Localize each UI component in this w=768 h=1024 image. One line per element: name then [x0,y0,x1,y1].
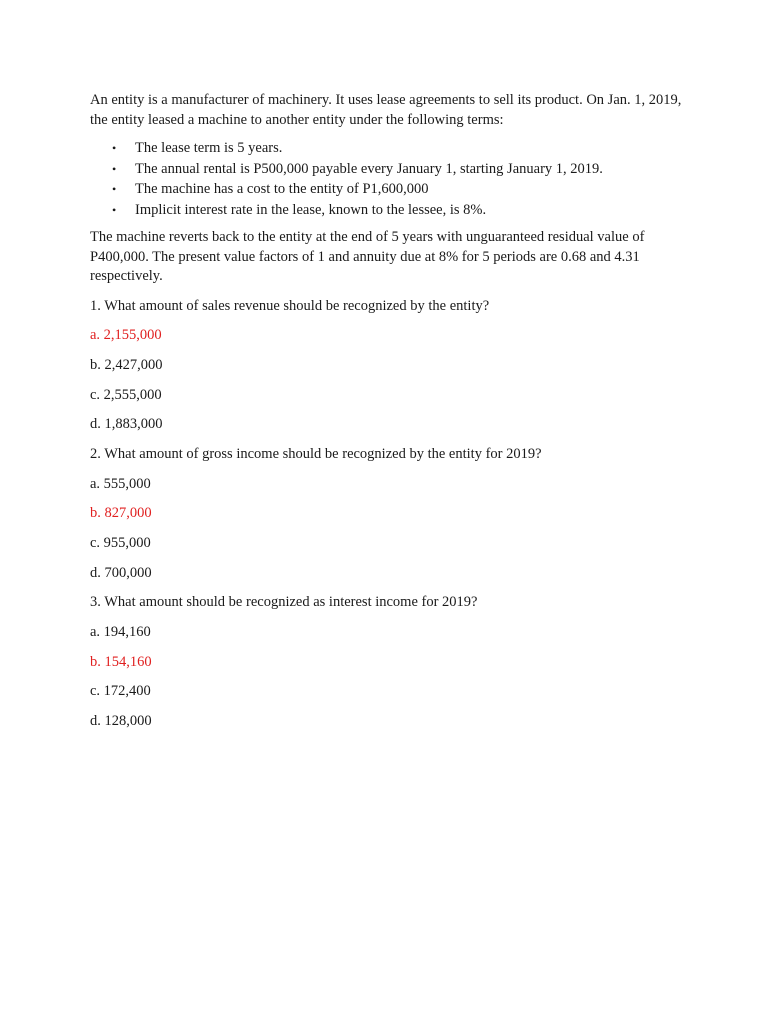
question-text: 3. What amount should be recognized as interest income for 2019? [90,594,478,611]
lease-terms-list [90,138,682,220]
question-block [90,296,682,444]
lease-term-item [90,138,682,159]
answer-option: c. 955,000 [90,535,151,551]
answer-option: a. 194,160 [90,624,151,641]
answer-option: a. 2,155,000 [90,327,162,344]
intro-paragraph: An entity is a manufacturer of machinery. It uses lease agreements to sell its product. On Jan. 1, 2019, the entity leased a machine to another entity under the following terms: [90,92,682,128]
answer-option: d. 1,883,000 [90,416,163,433]
bullet-icon: • [112,161,117,176]
answer-option: a. 555,000 [90,475,151,492]
answer-option: d. 700,000 [90,564,152,581]
lease-term-item [90,159,682,180]
answer-option: c. 2,555,000 [90,386,162,403]
answer-option: b. 827,000 [90,505,152,522]
lease-term-text: The lease term is 5 years. [135,140,283,156]
answer-option: b. 154,160 [90,653,152,670]
lease-term-text: The annual rental is P500,000 payable every January 1, starting January 1, 2019. [135,160,603,177]
bullet-icon: • [112,202,117,217]
document-page [90,90,682,741]
lease-term-text: Implicit interest rate in the lease, known to the lessee, is 8%. [135,201,487,218]
bullet-icon: • [112,141,117,155]
question-block [90,444,682,592]
residual-value-paragraph: The machine reverts back to the entity at the end of 5 years with unguaranteed residual value of P400,000. The present value factors of 1 and annuity due at 8% for 5 periods are 0.68 and 4.31 respectively. [90,229,645,284]
bullet-icon: • [112,182,117,196]
lease-term-item [90,179,682,200]
answer-option: c. 172,400 [90,683,151,700]
answer-option: b. 2,427,000 [90,356,163,373]
question-block [90,592,682,740]
answer-option: d. 128,000 [90,713,152,730]
lease-term-item [90,200,682,221]
lease-term-text: The machine has a cost to the entity of P1,600,000 [135,181,429,197]
question-text: 1. What amount of sales revenue should be recognized by the entity? [90,297,490,314]
question-text: 2. What amount of gross income should be recognized by the entity for 2019? [90,445,542,462]
